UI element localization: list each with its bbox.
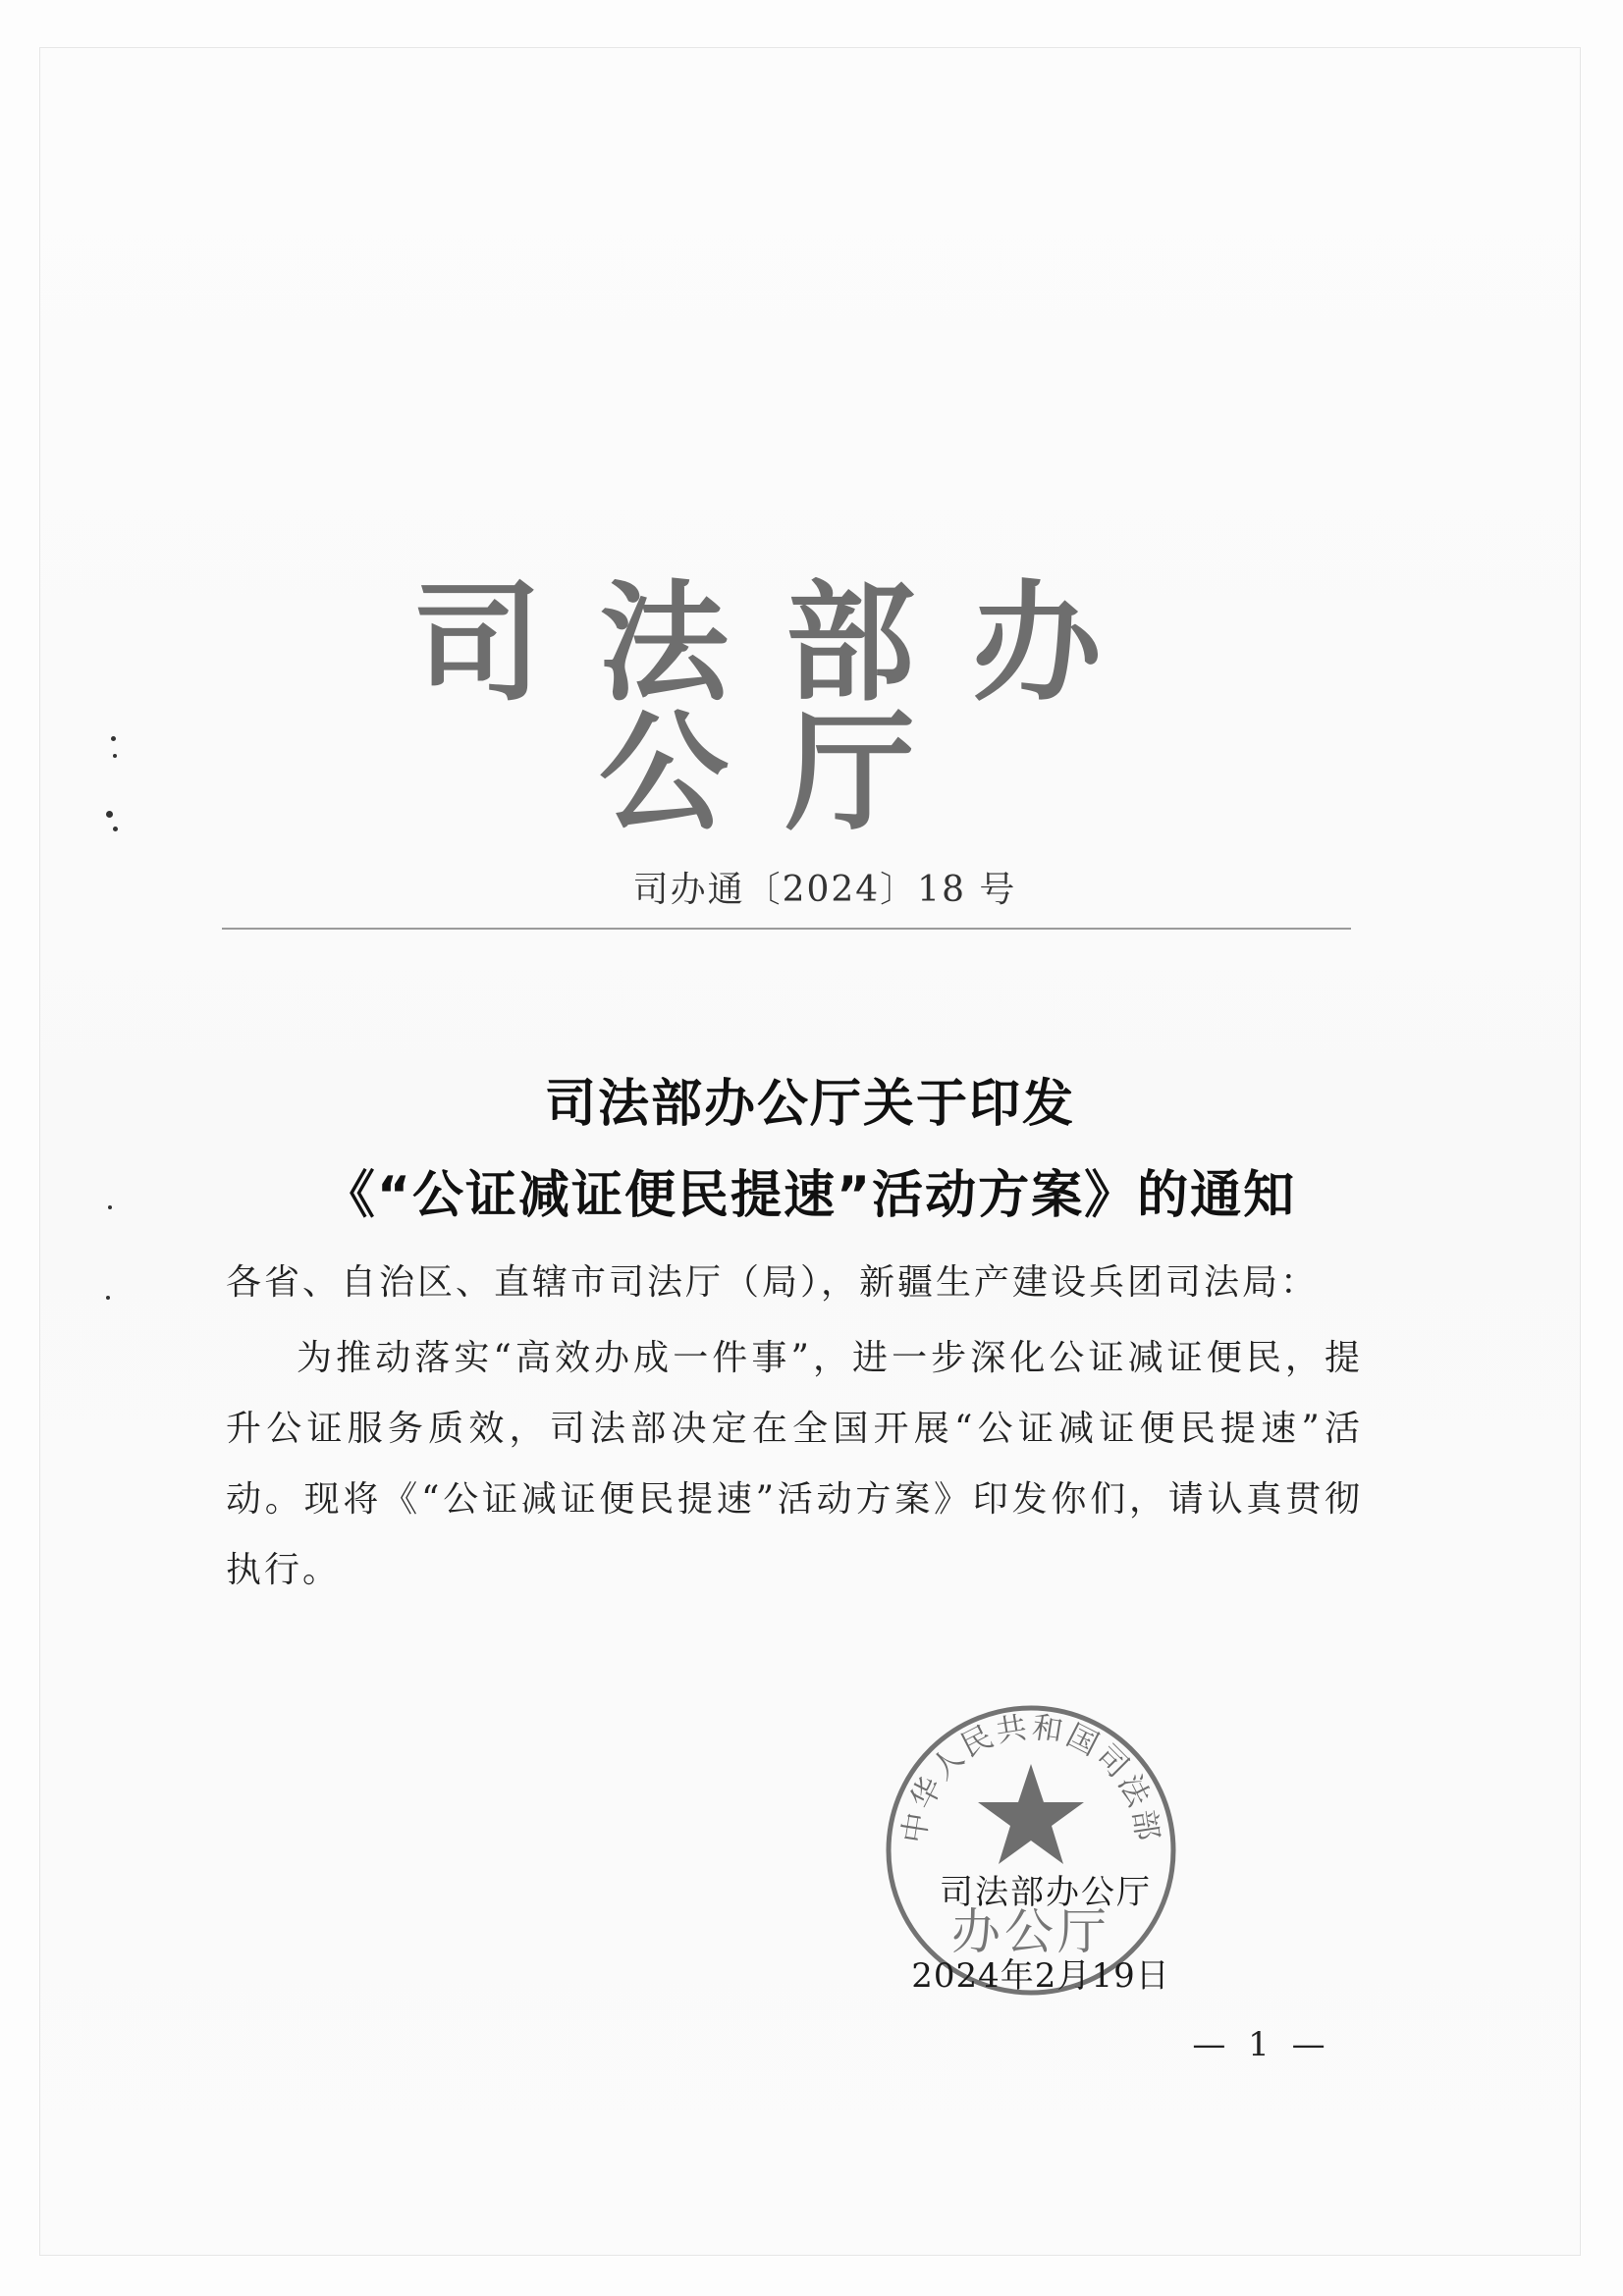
scan-speck <box>106 1296 110 1300</box>
document-number: 司办通〔2024〕18 号 <box>632 870 1017 910</box>
star-icon <box>978 1764 1084 1864</box>
signature-organization: 司法部办公厅 <box>940 1873 1152 1912</box>
document-title-line-1: 司法部办公厅关于印发 <box>544 1075 1075 1134</box>
scan-speck <box>108 1205 112 1209</box>
scan-speck <box>106 811 113 818</box>
scan-speck <box>113 827 118 831</box>
svg-text:办公厅: 办公厅 <box>951 1903 1110 1960</box>
header-divider <box>222 928 1351 930</box>
scan-border <box>39 47 1581 2256</box>
body-paragraph: 为推动落实“高效办成一件事”，进一步深化公证减证便民，提升公证服务质效，司法部决定在全国开展“公证减证便民提速”活动。现将《“公证减证便民提速”活动方案》印发你们，请认真贯彻执行。 <box>226 1338 1363 1590</box>
addressee-line: 各省、自治区、直辖市司法厅（局），新疆生产建设兵团司法局： <box>226 1262 1320 1303</box>
svg-text:中华人民共和国司法部: 中华人民共和国司法部 <box>895 1709 1166 1846</box>
scan-speck <box>113 754 117 758</box>
scan-speck <box>111 736 116 741</box>
page-number: — 1 — <box>1192 2025 1331 2064</box>
issuing-authority-heading: 司法部办公厅 <box>412 567 1159 849</box>
signature-date: 2024年2月19日 <box>911 1956 1170 1996</box>
document-title-line-2: 《“公证减证便民提速”活动方案》的通知 <box>323 1166 1297 1225</box>
